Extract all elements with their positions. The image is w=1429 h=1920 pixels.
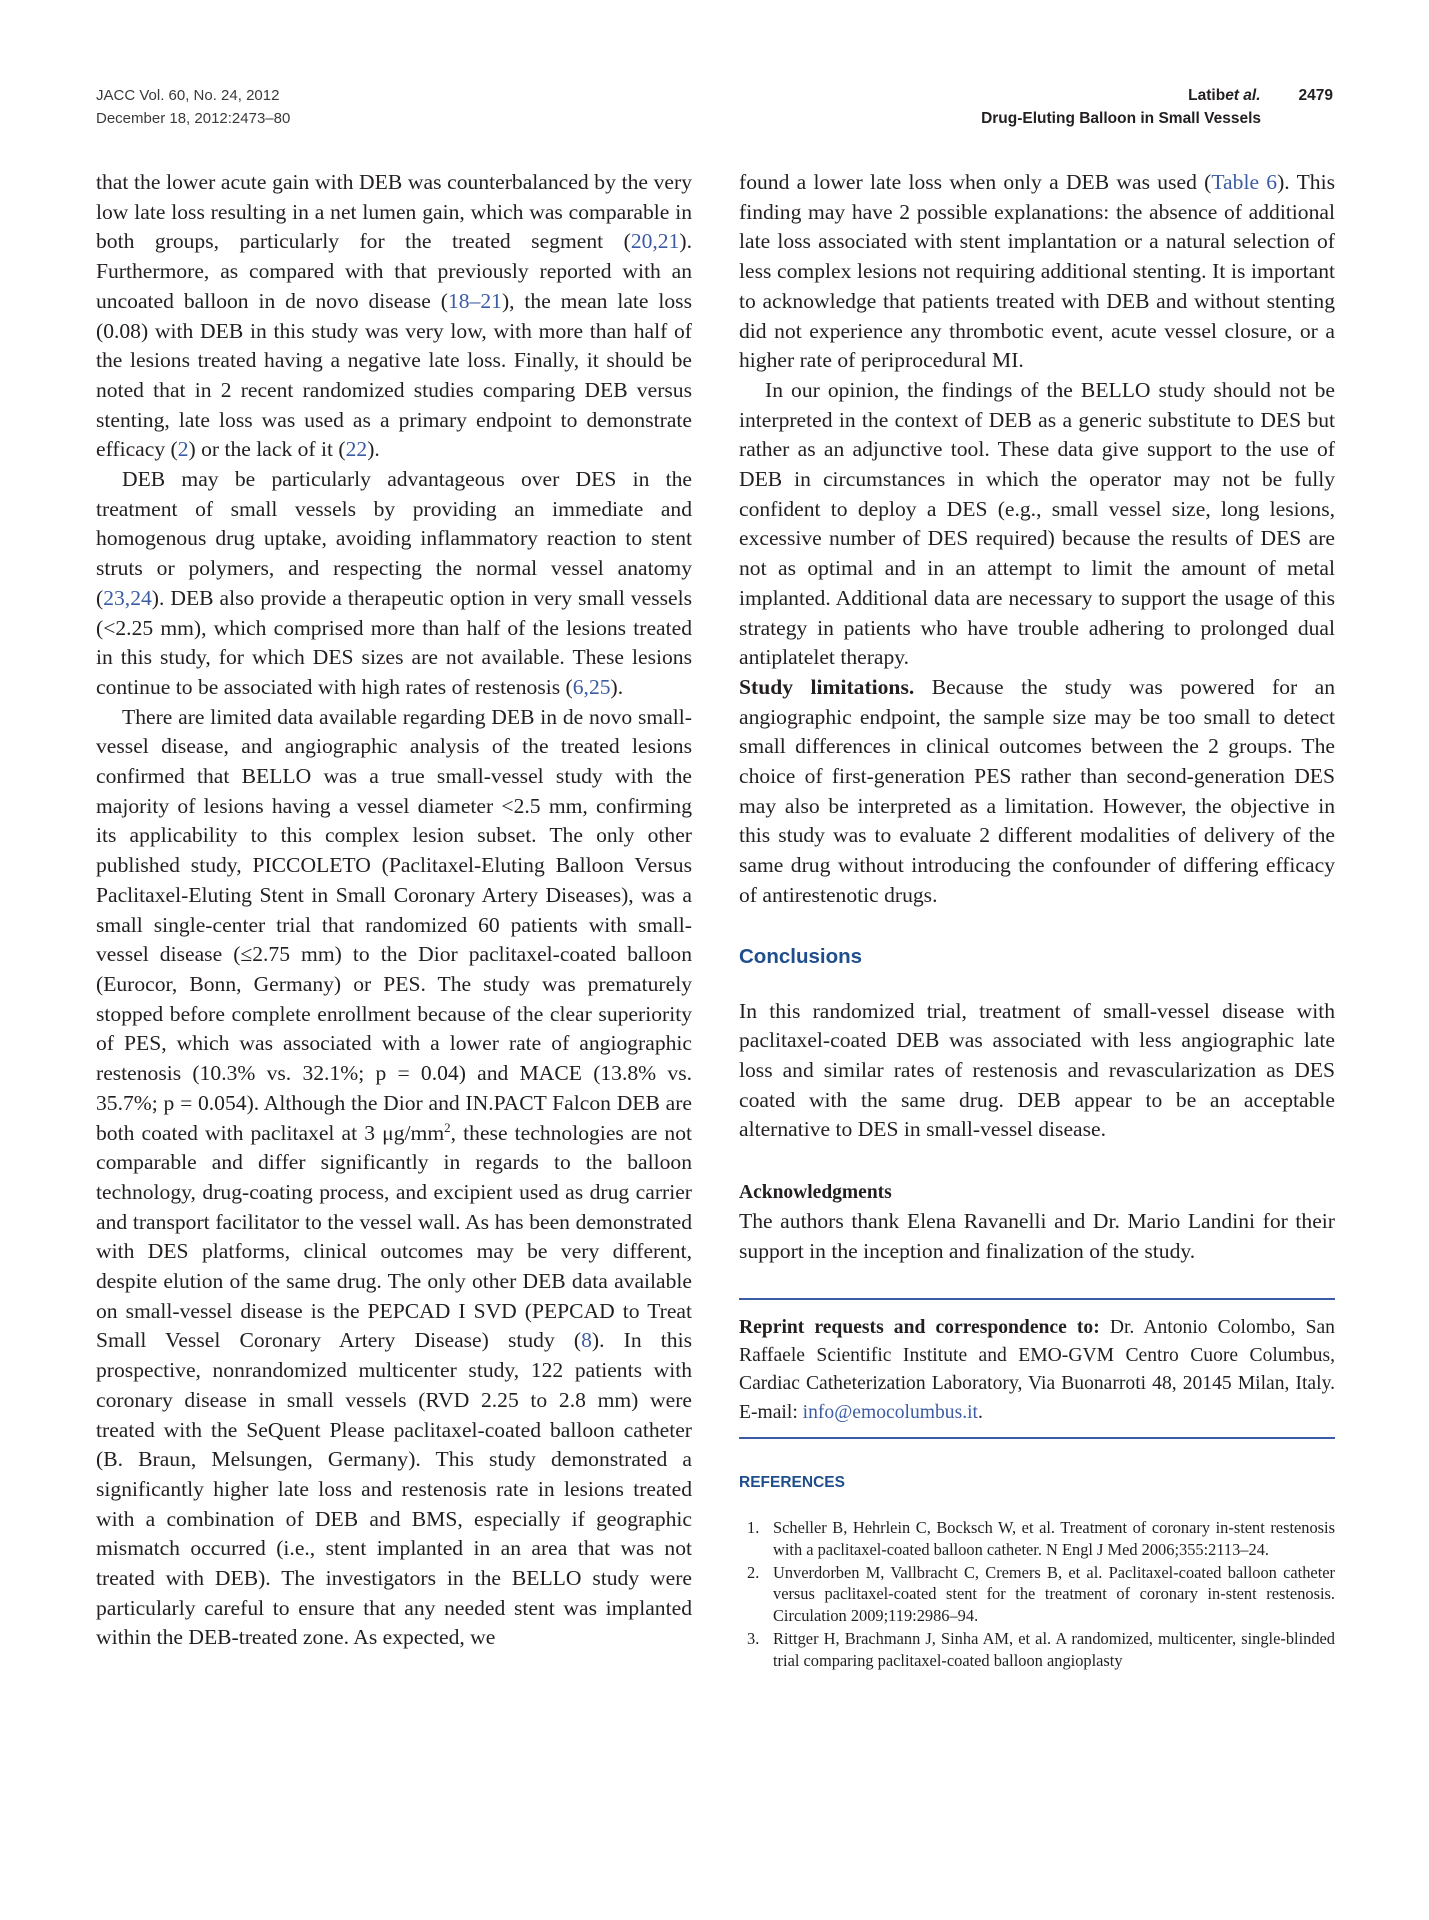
reference-item [739, 1517, 1335, 1560]
email-link[interactable]: info@emocolumbus.it [802, 1401, 978, 1423]
reference-item [739, 1628, 1335, 1671]
text: ) or the lack of it ( [188, 437, 346, 462]
citation-link[interactable]: 20,21 [630, 229, 680, 254]
text: found a lower late loss when only a DEB was used ( [739, 170, 1212, 194]
superscript: 2 [444, 1119, 451, 1135]
divider [739, 1437, 1335, 1439]
left-column [96, 168, 692, 1653]
reference-number: 1. [747, 1518, 760, 1538]
text: Because the study was powered for an angiographic endpoint, the sample size may be too small to detect small differences in clinical outcomes between the 2 groups. The choice of first-generation PES rather than second-generation DES may also be interpreted as a limitation. However, the objective in this study was to evaluate 2 different modalities of delivery of the same drug without introducing the confounder of differing efficacy of antirestenotic drugs. [739, 674, 1336, 907]
text: . [978, 1401, 983, 1423]
paragraph [739, 168, 1335, 376]
text: that the lower acute gain with DEB was counterbalanced by the very low late loss resulting in a net lumen gain, which was comparable in both groups, particularly for the treated segment ( [96, 170, 692, 254]
citation-link[interactable]: 6,25 [572, 674, 611, 699]
paragraph [96, 465, 692, 703]
header-et-al: et al. [1225, 87, 1261, 104]
acknowledgments-text: The authors thank Elena Ravanelli and Dr. Mario Landini for their support in the inception and finalization of the study. [739, 1209, 1335, 1263]
reference-list [739, 1517, 1335, 1671]
divider [739, 1298, 1335, 1300]
running-header-journal [96, 84, 290, 130]
text: ). Furthermore, as compared with that previously reported with an uncoated balloon in de novo disease ( [96, 229, 692, 313]
conclusions-paragraph: In this randomized trial, treatment of small-vessel disease with paclitaxel-coated DEB was associated with less angiographic late loss and similar rates of restenosis and revascularization as DES coated with the same drug. DEB appear to be an acceptable alternative to DES in small-vessel disease. [739, 998, 1335, 1142]
reference-item [739, 1562, 1335, 1626]
study-limitations-paragraph [739, 673, 1335, 911]
citation-link[interactable]: 8 [581, 1328, 592, 1353]
reference-text: Unverdorben M, Vallbracht C, Cremers B, et al. Paclitaxel-coated balloon catheter versus paclitaxel-coated stent for the treatment of coronary in-stent restenosis. Circulation 2009;119:2986–94. [773, 1562, 1335, 1625]
text: ). This finding may have 2 possible explanations: the absence of additional late loss associated with stent implantation or a natural selection of less complex lesions not requiring additional stenting. It is important to acknowledge that patients treated with DEB and without stenting did not experience any thrombotic event, acute vessel closure, or a higher rate of periprocedural MI. [739, 170, 1335, 373]
citation-link[interactable]: 23,24 [103, 585, 152, 610]
citation-link[interactable]: 2 [177, 437, 189, 462]
text: DEB may be particularly advantageous over DES in the treatment of small vessels by providing an immediate and homogenous drug uptake, avoiding inflammatory reaction to stent struts or polymers, and respecting the normal vessel anatomy ( [96, 467, 692, 610]
journal-volume: JACC Vol. 60, No. 24, 2012 [96, 87, 280, 104]
text: ). In this prospective, nonrandomized multicenter study, 122 patients with coronary disease in small vessels (RVD 2.25 to 2.8 mm) were treated with the SeQuent Please paclitaxel-coated balloon catheter (B. Braun, Melsungen, Germany). This study demonstrated a significantly higher late loss and restenosis rate in lesions treated with a combination of DEB and BMS, especially if geographic mismatch occurred (i.e., stent implanted in an area that was not treated with DEB). The investigators in the BELLO study were particularly careful to ensure that any needed stent was implanted within the DEB-treated zone. As expected, we [96, 1328, 692, 1650]
reprint-label: Reprint requests and correspondence to: [739, 1316, 1100, 1338]
citation-link[interactable]: 22 [345, 437, 368, 462]
paragraph [96, 703, 692, 1654]
text: ), the mean late loss (0.08) with DEB in this study was very low, with more than half of the lesions treated having a negative late loss. Finally, it should be noted that in 2 recent randomized studies comparing DEB versus stenting, late loss was used as a primary endpoint to demonstrate efficacy ( [96, 288, 692, 462]
citation-link[interactable]: 18–21 [447, 288, 502, 313]
reference-number: 2. [747, 1562, 760, 1582]
paragraph: In our opinion, the findings of the BELLO study should not be interpreted in the context of DEB as a generic substitute to DES but rather as an adjunctive tool. These data give support to the use of DEB in circumstances in which the operator may not be fully confident to deploy a DES (e.g., small vessel size, long lesions, excessive number of DES required) because the results of DES are not as optimal and in an attempt to limit the amount of metal implanted. Additional data are necessary to support the usage of this strategy in patients who have trouble adhering to prolonged dual antiplatelet therapy. [739, 377, 1335, 670]
reference-number: 3. [747, 1629, 760, 1649]
acknowledgments-heading: Acknowledgments [739, 1182, 892, 1204]
text: ). [367, 437, 380, 462]
running-title: Drug-Eluting Balloon in Small Vessels [981, 110, 1261, 127]
table-link[interactable]: Table 6 [1211, 170, 1278, 194]
section-heading-conclusions: Conclusions [739, 944, 863, 968]
header-authors [1188, 84, 1260, 107]
text: There are limited data available regarding DEB in de novo small-vessel disease, and angiographic analysis of the treated lesions confirmed that BELLO was a true small-vessel study with the majority of lesions having a vessel diameter <2.5 mm, confirming its applicability to this complex lesion subset. The only other published study, PICCOLETO (Paclitaxel-Eluting Balloon Versus Paclitaxel-Eluting Stent in Small Coronary Artery Diseases), was a small single-center trial that randomized 60 patients with small-vessel disease (≤2.75 mm) to the Dior paclitaxel-coated balloon (Eurocor, Bonn, Germany) or PES. The study was prematurely stopped before complete enrollment because of the clear superiority of PES, which was associated with a lower rate of angiographic restenosis (10.3% vs. 32.1%; p = 0.04) and MACE (13.8% vs. 35.7%; p = 0.054). Although the Dior and IN.PACT Falcon DEB are both coated with paclitaxel at 3 μg/mm [96, 704, 692, 1145]
text: Dr. Antonio Colombo, San Raffaele Scientific Institute and EMO-GVM Centro Cuore Columbus, Cardiac Catheterization Laboratory, Via Buonarroti 48, 20145 Milan, Italy. E-mail: [739, 1316, 1335, 1423]
reprint-requests [739, 1314, 1335, 1428]
header-author-name: Latib [1188, 87, 1226, 104]
journal-date-pages: December 18, 2012:2473–80 [96, 110, 291, 127]
page-number: 2479 [1298, 87, 1333, 104]
running-header-article [981, 84, 1333, 130]
reference-text: Scheller B, Hehrlein C, Bocksch W, et al. Treatment of coronary in-stent restenosis with a paclitaxel-coated balloon catheter. N Engl J Med 2006;355:2113–24. [773, 1518, 1335, 1559]
reference-text: Rittger H, Brachmann J, Sinha AM, et al. A randomized, multicenter, single-blinded trial comparing paclitaxel-coated balloon angioplasty [773, 1629, 1335, 1670]
text: , these technologies are not comparable and differ significantly in regards to the balloon technology, drug-coating process, and excipient used as drug carrier and transport facilitator to the vessel wall. As has been demonstrated with DES platforms, clinical outcomes may be very different, despite elution of the same drug. The only other DEB data available on small-vessel disease is the PEPCAD I SVD (PEPCAD to Treat Small Vessel Coronary Artery Disease) study ( [96, 1120, 693, 1353]
text: ). [610, 674, 624, 699]
run-in-heading: Study limitations. [739, 674, 915, 699]
references-heading: REFERENCES [739, 1474, 845, 1492]
right-column [739, 168, 1335, 1673]
paragraph [96, 168, 692, 465]
text: ). DEB also provide a therapeutic option in very small vessels (<2.25 mm), which comprised more than half of the lesions treated in this study, for which DES sizes are not available. These lesions continue to be associated with high rates of restenosis ( [96, 585, 692, 699]
